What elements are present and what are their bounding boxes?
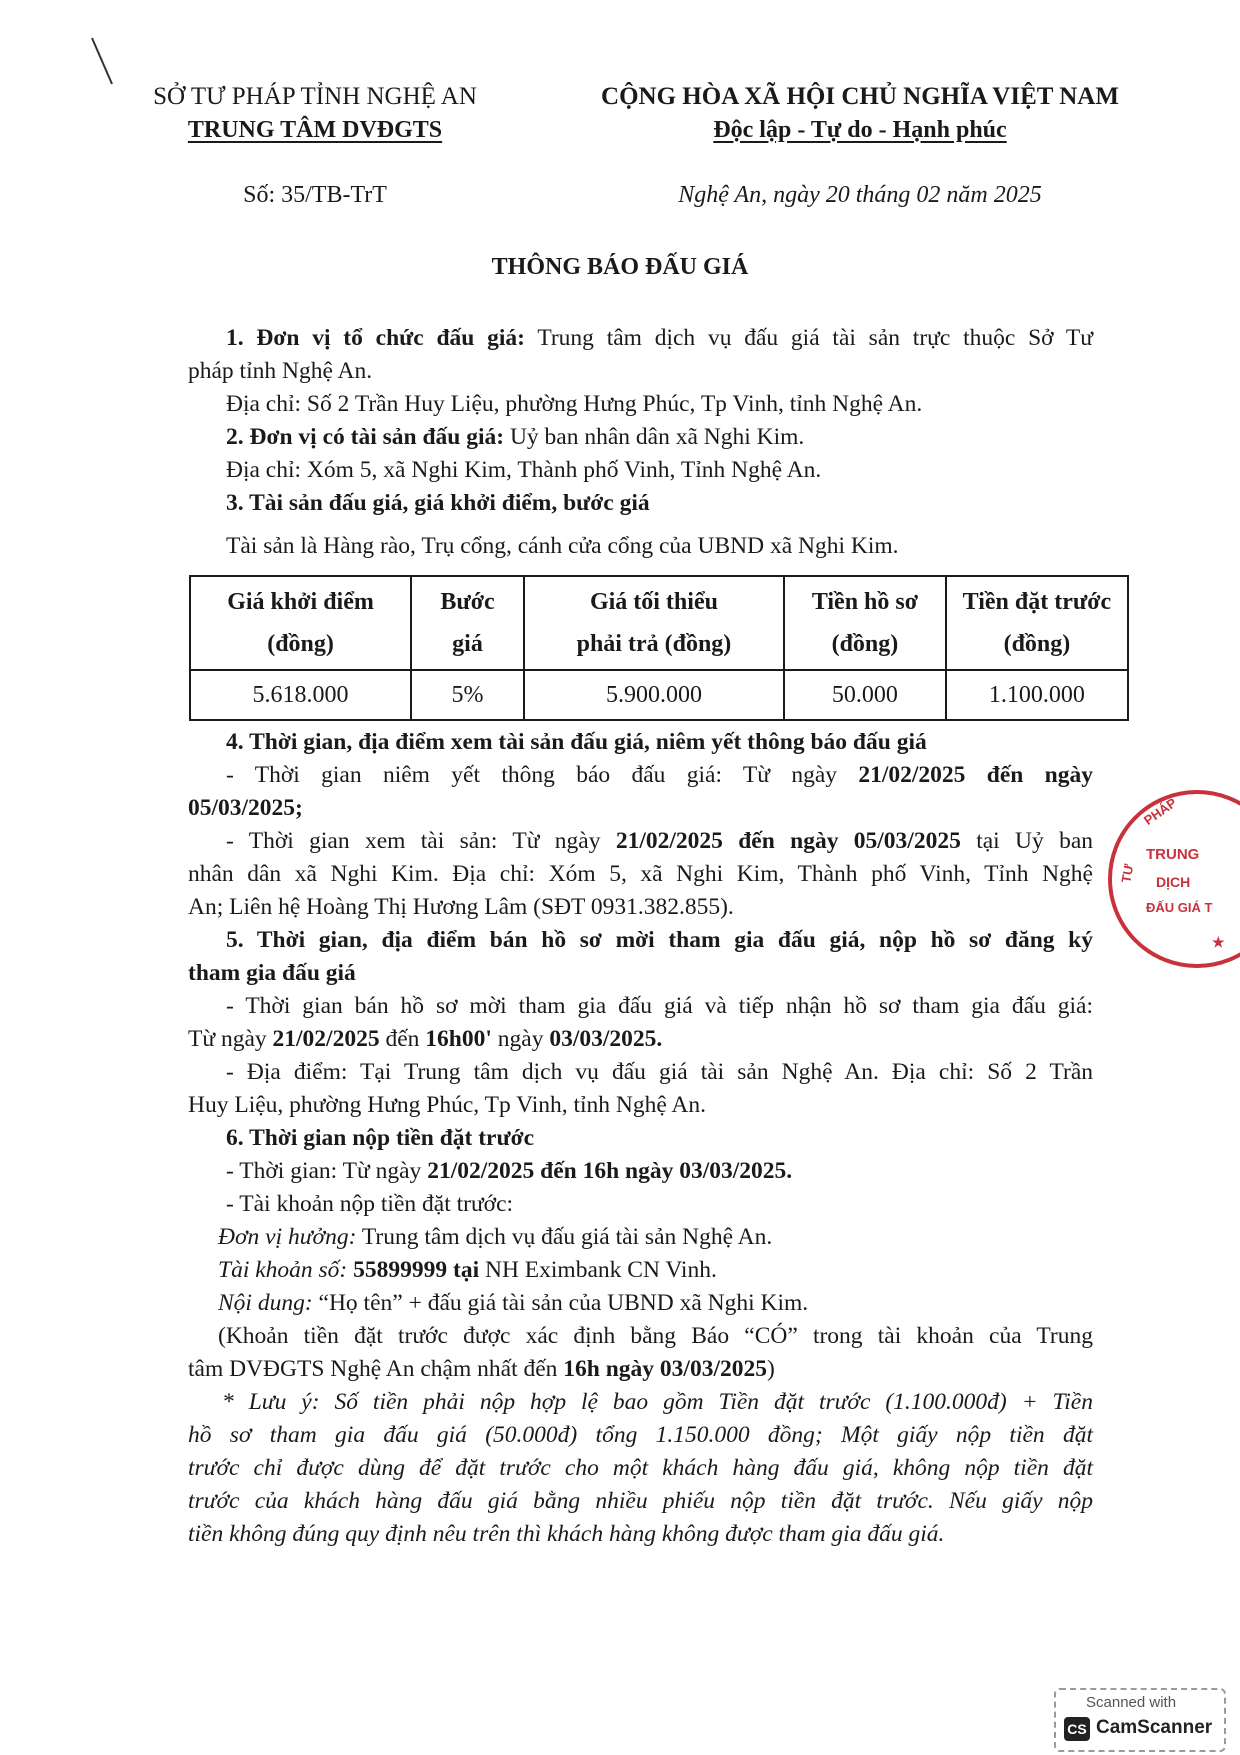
sec5-heading-b: tham gia đấu giá xyxy=(188,960,356,986)
seal-star-icon: ★ xyxy=(1212,934,1225,950)
price-table-header-row xyxy=(190,576,1128,670)
sec5-line4: Huy Liệu, phường Hưng Phúc, Tp Vinh, tỉnh Nghệ An. xyxy=(188,1092,707,1118)
remark-line3: trước chỉ được dùng để đặt trước cho một khách hàng đấu giá, không nộp tiền đặt xyxy=(188,1455,1093,1481)
sec1-text-a: Trung tâm dịch vụ đấu giá tài sản trực thuộc Sở Tư xyxy=(537,325,1094,351)
sec1-address: Địa chỉ: Số 2 Trần Huy Liệu, phường Hưng Phúc, Tp Vinh, tỉnh Nghệ An. xyxy=(226,391,923,417)
sec4-line2: 05/03/2025; xyxy=(188,795,303,821)
sec4-line5: An; Liên hệ Hoàng Thị Hương Lâm (SĐT 0931.382.855). xyxy=(188,894,734,920)
sec6-beneficiary: Đơn vị hưởng: Trung tâm dịch vụ đấu giá tài sản Nghệ An. xyxy=(218,1224,773,1250)
org-name: SỞ TƯ PHÁP TỈNH NGHỆ AN xyxy=(153,83,477,110)
sec6-line1: - Thời gian: Từ ngày 21/02/2025 đến 16h ngày 03/03/2025. xyxy=(226,1158,793,1184)
official-seal xyxy=(1108,790,1240,968)
seal-top-text: PHÁP xyxy=(1140,794,1180,829)
org-unit-text: TRUNG TÂM DVĐGTS xyxy=(187,117,443,143)
th-starting-price: Giá khởi điểm (đồng) xyxy=(190,576,411,670)
org-unit xyxy=(120,113,510,147)
sec5-line2: Từ ngày 21/02/2025 đến 16h00' ngày 03/03/2025. xyxy=(188,1026,663,1052)
sec5-line3: - Địa điểm: Tại Trung tâm dịch vụ đấu giá tài sản Nghệ An. Địa chỉ: Số 2 Trần xyxy=(226,1059,1093,1085)
place-and-date: Nghệ An, ngày 20 tháng 02 năm 2025 xyxy=(678,182,1042,208)
sec3-heading: 3. Tài sản đấu giá, giá khởi điểm, bước giá xyxy=(226,490,650,516)
sec6-line2: - Tài khoản nộp tiền đặt trước: xyxy=(226,1191,514,1217)
th-minimum-price: Giá tối thiểu phải trả (đồng) xyxy=(524,576,784,670)
th-deposit: Tiền đặt trước (đồng) xyxy=(946,576,1128,670)
camscanner-logo-icon: CS xyxy=(1064,1717,1090,1741)
sec2-line1 xyxy=(226,421,1093,454)
sec4-line1: - Thời gian niêm yết thông báo đấu giá: Từ ngày 21/02/2025 đến ngày xyxy=(226,762,1093,788)
td-document-fee: 50.000 xyxy=(784,670,946,720)
sec5-heading-a: 5. Thời gian, địa điểm bán hồ sơ mời tham gia đấu giá, nộp hồ sơ đăng ký xyxy=(226,927,1093,953)
sec1-line1 xyxy=(226,322,1093,355)
sec1-heading: 1. Đơn vị tổ chức đấu giá: xyxy=(226,325,525,351)
sec2-text: Uỷ ban nhân dân xã Nghi Kim. xyxy=(509,424,805,450)
national-motto xyxy=(555,113,1165,147)
seal-line3: ĐẤU GIÁ T xyxy=(1146,900,1213,915)
scanned-with-text: Scanned with xyxy=(1086,1694,1177,1711)
sec4-heading: 4. Thời gian, địa điểm xem tài sản đấu giá, niêm yết thông báo đấu giá xyxy=(226,729,927,755)
price-table-row xyxy=(190,670,1128,720)
sec1-line2: pháp tỉnh Nghệ An. xyxy=(188,358,373,384)
seal-line1: TRUNG xyxy=(1146,846,1200,863)
national-title: CỘNG HÒA XÃ HỘI CHỦ NGHĨA VIỆT NAM xyxy=(601,83,1119,110)
camscanner-text: CamScanner xyxy=(1096,1717,1213,1738)
seal-side-text: TƯ xyxy=(1118,862,1137,885)
pen-stroke-mark xyxy=(88,34,118,90)
price-table xyxy=(189,575,1129,721)
td-deposit: 1.100.000 xyxy=(946,670,1128,720)
remark-line1: * Lưu ý: Số tiền phải nộp hợp lệ bao gồm Tiền đặt trước (1.100.000đ) + Tiền xyxy=(222,1389,1093,1415)
seal-line2: DỊCH xyxy=(1156,874,1191,890)
sec2-address: Địa chỉ: Xóm 5, xã Nghi Kim, Thành phố Vinh, Tỉnh Nghệ An. xyxy=(226,457,822,483)
remark-line5: tiền không đúng quy định nêu trên thì khách hàng không được tham gia đấu giá. xyxy=(188,1521,945,1547)
sec4-line4: nhân dân xã Nghi Kim. Địa chỉ: Xóm 5, xã Nghi Kim, Thành phố Vinh, Tỉnh Nghệ xyxy=(188,861,1093,887)
td-starting-price: 5.618.000 xyxy=(190,670,411,720)
remark-line2: hồ sơ tham gia đấu giá (50.000đ) tổng 1.150.000 đồng; Một giấy nộp tiền đặt xyxy=(188,1422,1093,1448)
sec4-line3: - Thời gian xem tài sản: Từ ngày 21/02/2025 đến ngày 05/03/2025 tại Uỷ ban xyxy=(226,828,1094,854)
sec6-note-a: (Khoản tiền đặt trước được xác định bằng Báo “CÓ” trong tài khoản của Trung xyxy=(218,1323,1093,1349)
sec2-heading: 2. Đơn vị có tài sản đấu giá: xyxy=(226,424,505,450)
sec6-content: Nội dung: “Họ tên” + đấu giá tài sản của UBND xã Nghi Kim. xyxy=(218,1290,809,1316)
td-minimum-price: 5.900.000 xyxy=(524,670,784,720)
sec3-text: Tài sản là Hàng rào, Trụ cổng, cánh cửa cổng của UBND xã Nghi Kim. xyxy=(226,533,899,559)
camscanner-badge xyxy=(1054,1688,1226,1752)
sec6-account: Tài khoản số: 55899999 tại NH Eximbank CN Vinh. xyxy=(218,1257,717,1283)
document-title: THÔNG BÁO ĐẤU GIÁ xyxy=(491,254,749,280)
td-bid-step: 5% xyxy=(411,670,524,720)
document-number: Số: 35/TB-TrT xyxy=(243,182,387,208)
sec5-line1: - Thời gian bán hồ sơ mời tham gia đấu giá và tiếp nhận hồ sơ tham gia đấu giá: xyxy=(226,993,1093,1019)
sec6-note-b: tâm DVĐGTS Nghệ An chậm nhất đến 16h ngày 03/03/2025) xyxy=(188,1356,775,1382)
th-bid-step: Bước giá xyxy=(411,576,524,670)
sec6-heading: 6. Thời gian nộp tiền đặt trước xyxy=(226,1125,535,1151)
national-motto-text: Độc lập - Tự do - Hạnh phúc xyxy=(713,117,1007,143)
remark-line4: trước của khách hàng đấu giá bằng nhiều phiếu nộp tiền đặt trước. Nếu giấy nộp xyxy=(188,1488,1093,1514)
th-document-fee: Tiền hồ sơ (đồng) xyxy=(784,576,946,670)
